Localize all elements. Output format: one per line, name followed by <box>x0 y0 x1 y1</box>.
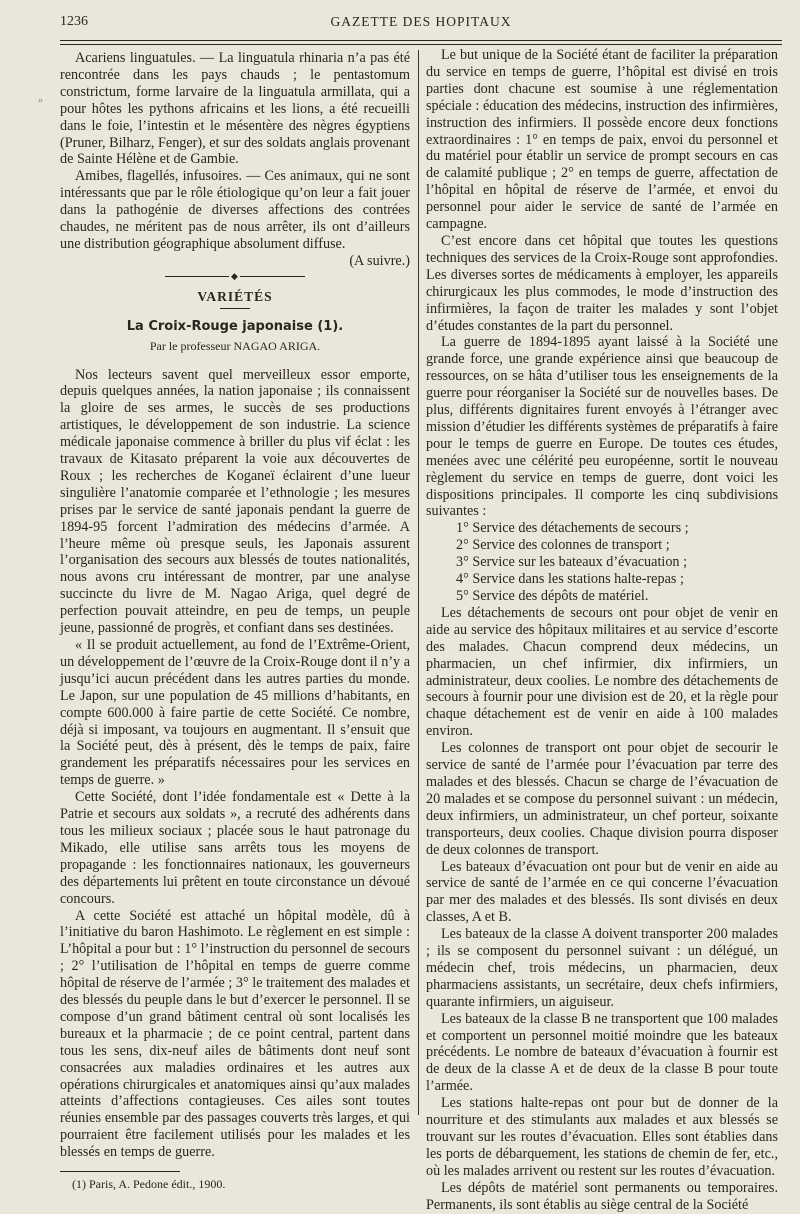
right-column <box>426 47 778 1214</box>
paragraph-stations: Les stations halte-repas ont pour but de donner de la nourriture et des stimulants aux malades et aux blessés se trouvant sur les routes d’évacuation. Elles sont établies dans les ports de débarquement, les stations de chemin de fer, etc., où les malades arrivent ou restent sur les routes d’évacuation. <box>426 1095 778 1179</box>
paragraph-purpose: Le but unique de la Société étant de faciliter la préparation du service en temps de guerre, l’hôpital est divisé en trois parties dont chacune est soumise à une réglementation spéciale : éducation des médecins, instruction des infirmières, instruction des infirmiers. Il possède encore deux fonctions extraordinaires : 1° en temps de paix, envoi du personnel et du matériel pour établir un service de prompt secours en cas de calamité publique ; 2° en temps de guerre, affectation de l’hôpital en hôpital de réserve de l’armée, et envoi du personnel pour aider le service de santé de l’armée en campagne. <box>426 47 778 233</box>
footnote-rule <box>60 1171 180 1172</box>
list-item: 4° Service dans les stations halte-repas ; <box>456 571 684 588</box>
left-column <box>60 50 410 1193</box>
paragraph-boats-b: Les bateaux de la classe B ne transportent que 100 malades et comportent un personnel moitié moindre que les bateaux précédents. Le nombre de bateaux d’évacuation à fournir est de deux de la classe A et de deux de la classe B pour toute l’armée. <box>426 1010 778 1095</box>
paragraph-war: La guerre de 1894-1895 ayant laissé à la Société une grande force, une grande expérience ainsi que beaucoup de ressources, on se hâta d’utiliser tous les enseignements de la guerre pour réorganiser la Société sur de nouvelles bases. De plus, différents dignitaires furent envoyés à l’étranger avec mission d’étudier les différents systèmes de préparatifs à faire pour le temps de guerre en Europe. De toutes ces études, menées avec une célérité peu européenne, sortit le nouveau règlement du service en temps de guerre, dont voici les dispositions principales. Il comporte les cinq subdivisions suivantes : <box>426 334 778 520</box>
paragraph-depots: Les dépôts de matériel sont permanents ou temporaires. Permanents, ils sont établis au siège central de la Société <box>426 1179 778 1213</box>
section-title: VARIÉTÉS <box>197 288 273 304</box>
paragraph-intro: Nos lecteurs savent quel merveilleux essor emporte, depuis quelques années, la nation japonaise ; ils connaissent la gloire de ses armes, le succès de ses productions artistiques, le développement de son industrie. La science médicale japonaise commence à briller du plus vif éclat : les travaux de Kitasato préparent la voie aux découvertes de Roux ; les recherches de Koganeï éclairent d’une lueur singulière l’anatomie comparée et l’ethnologie ; les mesures prises par le service de santé japonais pendant la guerre de 1894-95 forcent l’admiration des médecins d’armée. A l’heure même où presque seuls, les Japonais assurent l’organisation des secours aux blessés de toutes nationalités, nous avons cru intéressant de montrer, par une analyse succincte du livre de M. Nagao Ariga, quel degré de perfection pouvait atteindre, en peu de temps, un peuple jeune, passionné de progrès, et confiant dans ses destinées. <box>60 366 410 637</box>
margin-mark: » <box>38 95 43 106</box>
article-author: Par le professeur NAGAO ARIGA. <box>149 338 321 353</box>
paragraph-hospital: A cette Société est attaché un hôpital modèle, dû à l’initiative du baron Hashimoto. Le règlement en est simple : L’hôpital a pour but : 1° l’instruction du personnel de secours ; 2° l’utilisation de l’hôpital en temps de guerre comme hôpital de réserve de l’armée ; 3° le traitement des malades et des blessés du peuple dans le but d’exercer le personnel. Il se compose d’un grand bâtiment central où sont localisés les bureaux et la pharmacie ; de ce point central, partent dans tous les sens, dix-neuf ailes de bâtiments dont neuf sont consacrées aux maladies ordinaires et les autres aux opérations chirurgicales et anatomiques ainsi qu’aux malades atteints d’affections contagieuses. Ces ailes sont toutes réunies ensemble par des passages couverts très larges, et qui pourraient être facilement utilisés pour les malades et les blessés en temps de guerre. <box>60 907 410 1161</box>
ornamental-separator <box>165 276 305 277</box>
page-header <box>60 14 782 36</box>
paragraph-technical: C’est encore dans cet hôpital que toutes les questions techniques des services de la Croix-Rouge sont approfondies. Les diverses sortes de médicaments à employer, les appareils chirurgicaux les plus commodes, le mode d’instruction des infirmières, la façon de traiter les malades y sont l’objet d’études constantes de la part du personnel. <box>426 232 778 334</box>
page-number: 1236 <box>60 14 88 29</box>
paragraph-acariens: Acariens linguatules. — La linguatula rhinaria n’a pas été rencontrée dans les pays chauds ; le pentastomum constrictum, forme larvaire de la linguatula armillata, qui a pour hôtes les pythons africains et les lions, a été recueilli dans le foie, l’intestin et le mésentère des nègres égyptiens (Pruner, Bilharz, Fenger), et sur des soldats anglais provenant de Sainte Hélène et de Gambie. <box>60 50 410 168</box>
paragraph-transport: Les colonnes de transport ont pour objet de secourir le service de santé de l’armée pour l’évacuation par terre des malades et des blessés. Chacun se charge de l’évacuation de 20 malades et se compose du personnel suivant : un médecin, deux infirmiers, un administrateur, un chef porteur, soixante transporteurs, deux coolies. Chaque division pourra disposer de deux colonnes de transport. <box>426 740 778 858</box>
paragraph-quote: « Il se produit actuellement, au fond de l’Extrême-Orient, un développement de l’œuvre de la Croix-Rouge dont il n’y a jusqu’ici aucun précédent dans les autres parties du monde. Le Japon, sur une population de 45 millions d’habitants, en compte 600.000 à faire partie de cette Société. Ce nombre, déjà si imposant, va toujours en augmentant. Il s’ensuit que la Société peut, dès à présent, dès le temps de paix, faire grandement les préparatifs nécessaires pour les services en temps de guerre. » <box>60 637 410 789</box>
footnote: (1) Paris, A. Pedone édit., 1900. <box>72 1177 226 1192</box>
paragraph-boats-a: Les bateaux de la classe A doivent transporter 200 malades ; ils se composent du personnel suivant : un délégué, un médecin chef, trois médecins, un pharmacien, deux pharmaciens assistants, un secrétaire, deux chefs infirmiers, quarante infirmiers, un aiguiseur. <box>426 926 778 1010</box>
journal-title: GAZETTE DES HOPITAUX <box>330 14 512 29</box>
paragraph-amibes: Amibes, flagellés, infusoires. — Ces animaux, qui ne sont intéressants que par le rôle étiologique qu’on leur a fait jouer dans la pathogénie de diverses affections des contrées chaudes, ne méritent pas de nous arrêter, ils ont d’ailleurs une distribution géographique absolument diffuse. <box>60 168 410 252</box>
column-divider <box>418 50 419 1115</box>
list-item: 3° Service sur les bateaux d’évacuation ; <box>456 554 688 571</box>
to-be-continued: (A suivre.) <box>349 252 410 269</box>
paragraph-society: Cette Société, dont l’idée fondamentale est « Dette à la Patrie et secours aux soldats », a recruté des adhérents dans tous les milieux sociaux ; placée sous le haut patronage du Mikado, elle utilise sans arrêts tous les moyens de propagande : les fonctionnaires nationaux, les gouverneurs des départements lui prêtent en toute circonstance un dévoué concours. <box>60 789 410 907</box>
section-rule <box>220 308 250 309</box>
header-rule-thin <box>60 44 782 45</box>
list-item: 2° Service des colonnes de transport ; <box>456 537 670 554</box>
paragraph-boats: Les bateaux d’évacuation ont pour but de venir en aide au service de santé de l’armée en ce qui concerne l’évacuation par mer des malades et des blessés. Ils sont divisés en deux classes, A et B. <box>426 858 778 926</box>
paragraph-detachments: Les détachements de secours ont pour objet de venir en aide au service des hôpitaux militaires et au service d’escorte des malades. Chacun comprend deux médecins, un pharmacien, un chef infirmier, dix infirmiers, un administrateur, deux coolies. Le nombre des détachements de secours à fournir pour une division est de 20, et la règle pour chaque détachement est de venir en aide à 100 malades environ. <box>426 604 778 740</box>
header-rule <box>60 40 782 41</box>
article-title: La Croix-Rouge japonaise (1). <box>126 318 344 334</box>
list-item: 1° Service des détachements de secours ; <box>456 520 689 537</box>
list-item: 5° Service des dépôts de matériel. <box>456 588 649 604</box>
